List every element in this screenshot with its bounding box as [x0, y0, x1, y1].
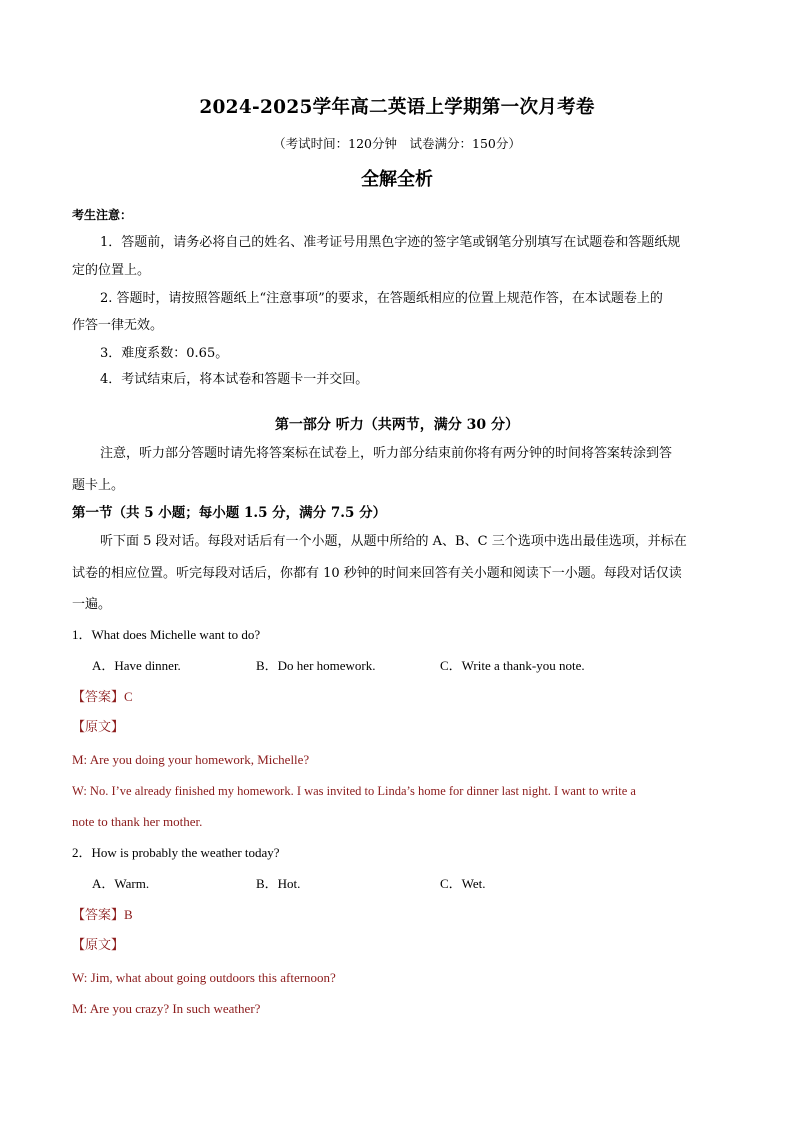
transcript-label: 【原文】	[72, 720, 125, 735]
question-2-transcript-label	[72, 937, 124, 955]
answer-label: 【答案】	[72, 690, 125, 705]
section1-instr-line-2: 试卷的相应位置。听完每段对话后，你都有 10 秒钟的时间来回答有关小题和阅读下一小题。每段对话仅读	[72, 566, 682, 581]
answer-value: B	[124, 907, 133, 922]
section1-instr-line-3: 一遍。	[72, 597, 112, 612]
question-2-option-a: A．Warm.	[92, 876, 150, 891]
question-2-option-b: B．Hot.	[256, 876, 301, 891]
question-2-answer	[72, 906, 133, 925]
question-1-option-b: B．Do her homework.	[256, 658, 376, 673]
notice-item-1-line-2: 定的位置上。	[72, 263, 151, 278]
question-1-stem: 1．What does Michelle want to do?	[72, 627, 261, 642]
notice-item-4: 4．考试结束后，将本试卷和答题卡一并交回。	[100, 372, 369, 387]
part1-note-line-1: 注意，听力部分答题时请先将答案标在试卷上，听力部分结束前你将有两分钟的时间将答案转涂到答	[100, 446, 673, 461]
question-2-stem: 2．How is probably the weather today?	[72, 845, 280, 860]
notice-item-3: 3．难度系数：0.65。	[100, 346, 229, 361]
notice-item-2-line-2: 作答一律无效。	[72, 318, 164, 333]
exam-info: （考试时间：120分钟 试卷满分：150分）	[273, 136, 521, 151]
section1-heading: 第一节（共 5 小题；每小题 1.5 分，满分 7.5 分）	[72, 505, 387, 521]
answer-value: C	[124, 689, 133, 704]
notice-item-1-line-1: 1．答题前，请务必将自己的姓名、准考证号用黑色字迹的签字笔或钢笔分别填写在试题卷和答题纸规	[100, 235, 681, 250]
question-1-transcript-line-3: note to thank her mother.	[72, 814, 203, 829]
question-1-transcript-line-1: M: Are you doing your homework, Michelle?	[72, 752, 310, 767]
question-1-transcript-line-2: W: No. I’ve already finished my homework. I was invited to Linda’s home for dinner last night. I want to write a	[72, 784, 636, 798]
part1-note-line-2: 题卡上。	[72, 478, 125, 493]
question-1-transcript-label	[72, 719, 124, 737]
question-1-option-a: A．Have dinner.	[92, 658, 181, 673]
question-2-option-c: C．Wet.	[440, 876, 486, 891]
answer-label: 【答案】	[72, 908, 125, 923]
page-subtitle: 全解全析	[361, 169, 433, 190]
question-2-transcript-line-1: W: Jim, what about going outdoors this afternoon?	[72, 970, 336, 985]
question-2-transcript-line-2: M: Are you crazy? In such weather?	[72, 1001, 261, 1016]
question-1-answer	[72, 688, 133, 707]
question-1-option-c: C．Write a thank-you note.	[440, 658, 585, 673]
transcript-label: 【原文】	[72, 938, 125, 953]
notice-heading: 考生注意：	[72, 208, 133, 222]
page-title: 2024-2025学年高二英语上学期第一次月考卷	[199, 97, 595, 118]
part1-heading: 第一部分 听力（共两节，满分 30 分）	[274, 417, 520, 433]
section1-instr-line-1: 听下面 5 段对话。每段对话后有一个小题，从题中所给的 A、B、C 三个选项中选出最佳选项，并标在	[100, 534, 687, 549]
notice-item-2-line-1: 2. 答题时，请按照答题纸上“注意事项”的要求，在答题纸相应的位置上规范作答，在本试题卷上的	[100, 291, 663, 306]
